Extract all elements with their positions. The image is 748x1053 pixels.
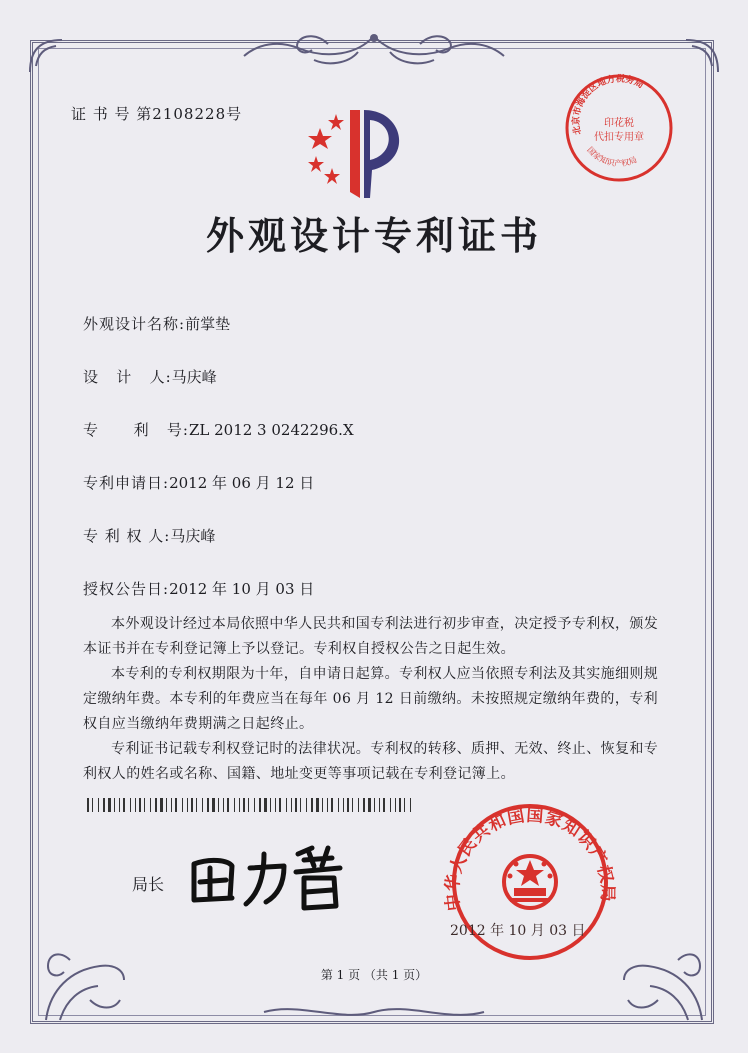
barcode xyxy=(87,798,417,812)
field-label: 专利申请日: xyxy=(83,474,170,492)
certificate-body xyxy=(83,612,663,787)
national-emblem xyxy=(504,856,556,908)
field-value: 前掌垫 xyxy=(185,315,231,333)
field-label: 外观设计名称: xyxy=(83,315,186,333)
field-designer xyxy=(83,366,217,387)
page-footer: 第 1 页 （共 1 页） xyxy=(320,968,428,982)
field-label: 专 利 权 人: xyxy=(83,527,171,545)
tax-stamp-line1: 印花税 xyxy=(604,118,634,129)
field-value: 马庆峰 xyxy=(171,368,217,386)
tax-stamp-bottom-text: 国家知识产权局 xyxy=(585,145,639,169)
corner-ornament-bottom-right xyxy=(618,940,708,1026)
director-label: 局长 xyxy=(132,875,165,894)
tax-stamp xyxy=(563,72,675,184)
field-value: ZL 2012 3 0242296.X xyxy=(188,421,354,439)
top-ornament xyxy=(228,30,520,72)
field-announcement-date xyxy=(83,578,314,599)
field-application-date xyxy=(83,472,314,493)
tax-stamp-outer-text: 北京市海淀区地方税务局 xyxy=(571,74,645,136)
svg-text:中华人民共和国国家知识产权局 xyxy=(442,806,618,912)
corner-ornament-top-left xyxy=(26,36,66,76)
bottom-ornament xyxy=(260,1000,488,1024)
field-patentee xyxy=(83,525,215,546)
body-paragraph-1: 本外观设计经过本局依照中华人民共和国专利法进行初步审查，决定授予专利权，颁发本证书并在专利登记簿上予以登记。专利权自授权公告之日起生效。 xyxy=(83,616,659,657)
seal-date: 2012 年 10 月 03 日 xyxy=(450,923,586,939)
page-title: 外观设计专利证书 xyxy=(205,214,542,258)
corner-ornament-bottom-left xyxy=(40,940,130,1026)
tax-stamp-line2: 代扣专用章 xyxy=(594,132,644,143)
corner-ornament-top-right xyxy=(682,36,722,76)
body-paragraph-2: 本专利的专利权期限为十年，自申请日起算。专利权人应当依照专利法及其实施细则规定缴纳年费。本专利的年费应当在每年 06 月 12 日前缴纳。未按照规定缴纳年费的，专利权自应当缴纳年费期满之日起终止。 xyxy=(83,666,659,732)
body-paragraph-3: 专利证书记载专利权登记时的法律状况。专利权的转移、质押、无效、终止、恢复和专利权人的姓名或名称、国籍、地址变更等事项记载在专利登记簿上。 xyxy=(83,741,659,782)
certificate-number: 证 书 号 第2108228号 xyxy=(71,105,243,123)
field-value: 马庆峰 xyxy=(170,527,216,545)
field-label: 专 利 号: xyxy=(83,421,189,439)
field-design-name xyxy=(83,313,230,334)
field-patent-number xyxy=(83,419,354,440)
field-value: 2012 年 06 月 12 日 xyxy=(169,474,315,492)
field-label: 授权公告日: xyxy=(83,580,170,598)
field-label: 设 计 人: xyxy=(83,368,172,386)
svg-text:国家知识产权局 xyxy=(585,145,638,168)
cnipa-logo xyxy=(306,106,416,202)
director-signature xyxy=(180,838,350,918)
seal-text: 中华人民共和国国家知识产权局 xyxy=(442,805,618,912)
field-value: 2012 年 10 月 03 日 xyxy=(169,580,315,598)
